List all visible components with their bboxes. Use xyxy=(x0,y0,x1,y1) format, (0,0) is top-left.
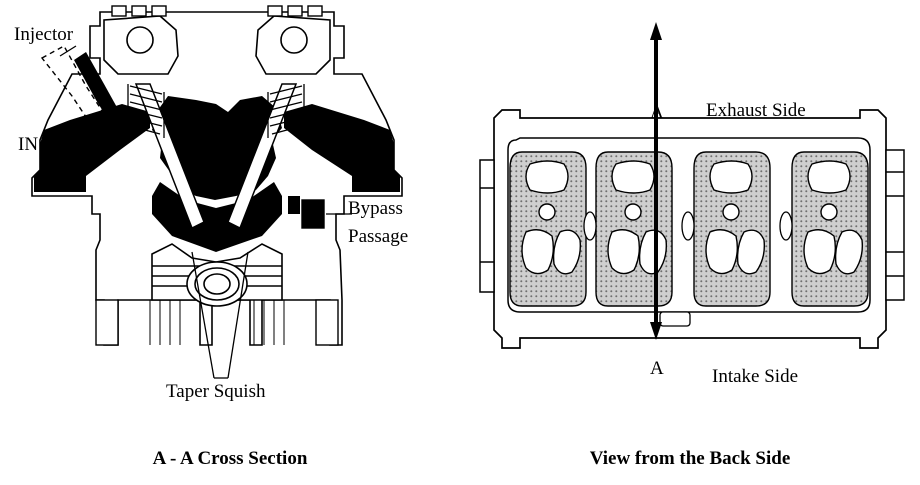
label-in: IN xyxy=(18,134,39,155)
label-intake-side: Intake Side xyxy=(712,366,799,387)
label-exhaust-side: Exhaust Side xyxy=(706,100,806,121)
label-bypass-passage-line1: Bypass xyxy=(348,198,403,219)
bypass-passage-feature xyxy=(302,200,324,228)
label-ex: EX xyxy=(355,154,381,175)
label-injector: Injector xyxy=(14,24,74,45)
label-taper-squish: Taper Squish xyxy=(166,381,266,402)
label-section-a-top: A xyxy=(650,102,664,123)
label-bypass-passage-line2: Passage xyxy=(348,226,409,247)
label-section-a-bottom: A xyxy=(650,358,664,379)
back-side-drawing xyxy=(460,0,920,430)
caption-cross-section: A - A Cross Section xyxy=(152,448,308,469)
caption-back-side-view: View from the Back Side xyxy=(589,448,791,469)
panel-back-side-view xyxy=(460,0,920,485)
